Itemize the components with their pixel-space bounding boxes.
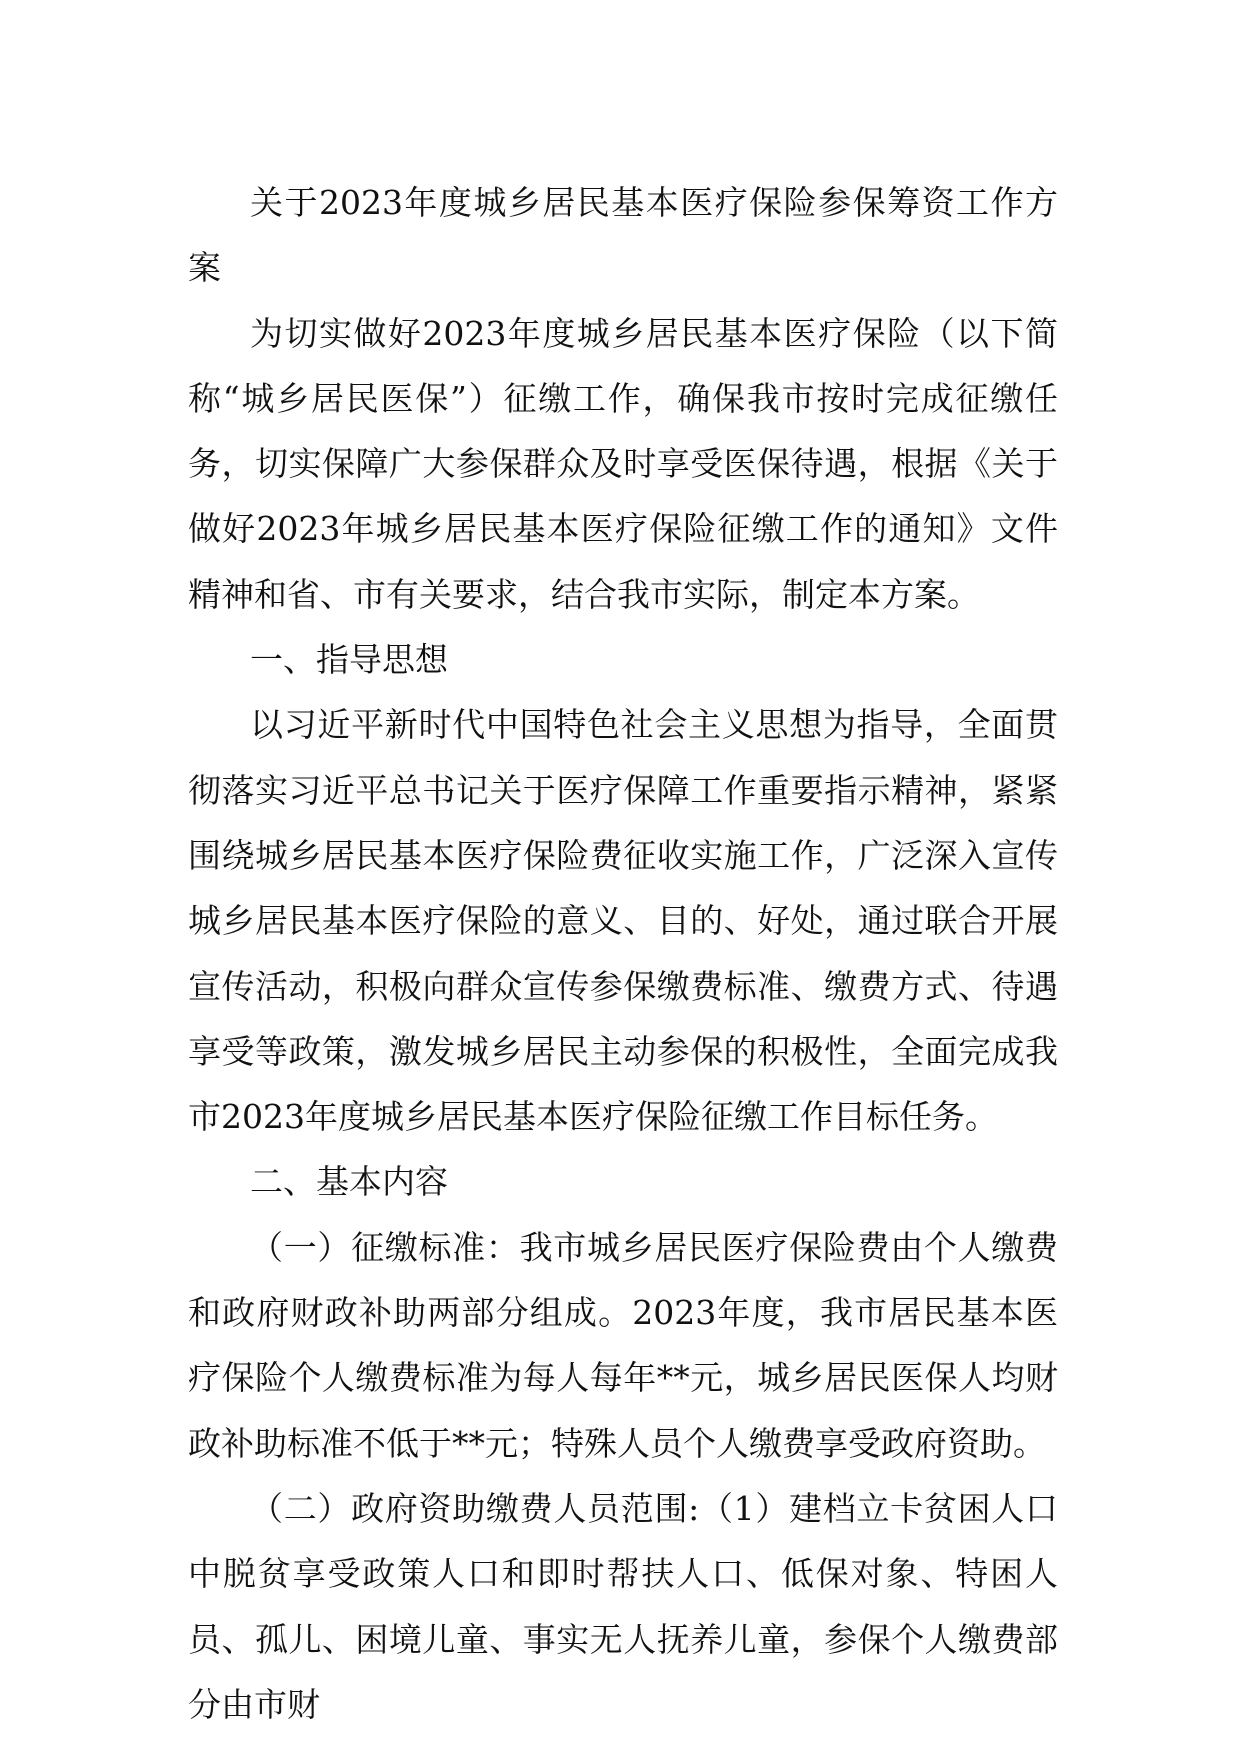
guiding-ideology-paragraph: 以习近平新时代中国特色社会主义思想为指导，全面贯彻落实习近平总书记关于医疗保障工作重要指示精神，紧紧围绕城乡居民基本医疗保险费征收实施工作，广泛深入宣传城乡居民基本医疗保险的意义、目的、好处，通过联合开展宣传活动，积极向群众宣传参保缴费标准、缴费方式、待遇享受等政策，激发城乡居民主动参保的积极性，全面完成我市2023年度城乡居民基本医疗保险征缴工作目标任务。 xyxy=(188,705,1058,1137)
document-body xyxy=(188,170,1058,1737)
document-title: 关于2023年度城乡居民基本医疗保险参保筹资工作方案 xyxy=(188,183,1058,288)
section-heading-guiding-ideology: 一、指导思想 xyxy=(250,640,448,680)
subsidized-persons-paragraph: （二）政府资助缴费人员范围:（1）建档立卡贫困人口中脱贫享受政策人口和即时帮扶人口、低保对象、特困人员、孤儿、困境儿童、事实无人抚养儿童，参保个人缴费部分由市财 xyxy=(188,1488,1058,1724)
collection-standard-paragraph: （一）征缴标准：我市城乡居民医疗保险费由个人缴费和政府财政补助两部分组成。2023年度，我市居民基本医疗保险个人缴费标准为每人每年**元，城乡居民医保人均财政补助标准不低于**元；特殊人员个人缴费享受政府资助。 xyxy=(188,1227,1058,1463)
section-heading-basic-content: 二、基本内容 xyxy=(250,1162,448,1202)
intro-paragraph: 为切实做好2023年度城乡居民基本医疗保险（以下简称“城乡居民医保”）征缴工作，确保我市按时完成征缴任务，切实保障广大参保群众及时享受医保待遇，根据《关于做好2023年城乡居民基本医疗保险征缴工作的通知》文件精神和省、市有关要求，结合我市实际，制定本方案。 xyxy=(188,313,1058,614)
